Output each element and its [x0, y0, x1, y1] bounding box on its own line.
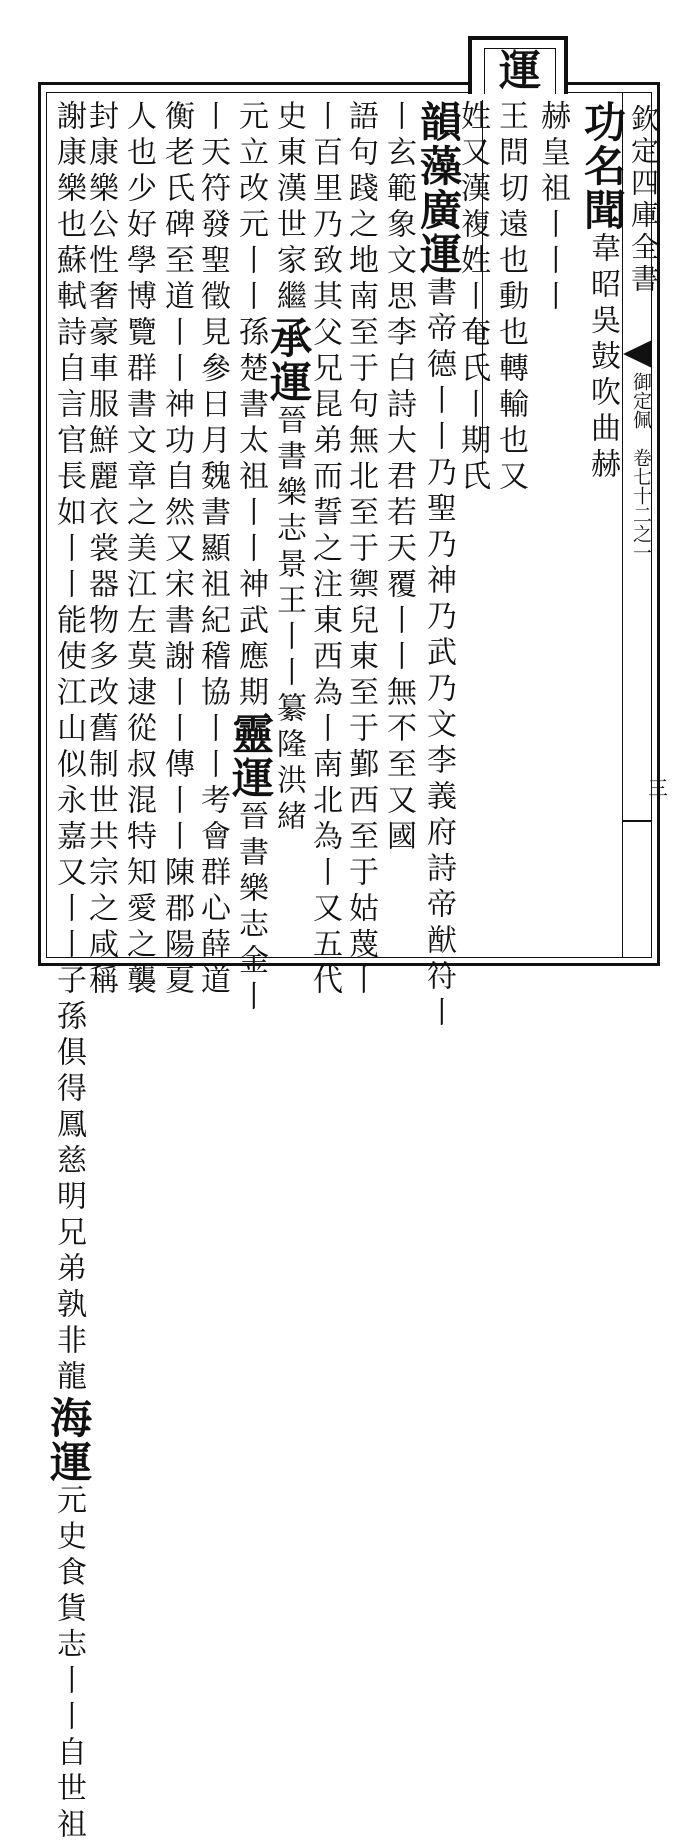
- gloss-text: 姓又漢複姓丨奄氏丨期氏: [455, 100, 490, 496]
- text-column: [114, 100, 156, 1000]
- gloss-text: 封康樂公性奢豪車服鮮麗衣裳器物多改舊制世共宗之咸稱: [83, 100, 118, 1000]
- book-title: 御定佩: [630, 372, 652, 429]
- volume-label: 卷七十二之一: [630, 448, 652, 562]
- headword: 廣運: [414, 188, 463, 276]
- gloss-text: 丨天符發聖徵見參日月魏書顯祖紀稽協丨丨考會群心薛道: [195, 100, 230, 1000]
- headword: 海運: [44, 1396, 93, 1484]
- headword: 承運: [264, 316, 313, 404]
- headword: 靈運: [226, 712, 275, 800]
- gloss-text: 王問切遠也動也轉輸也又: [493, 100, 528, 496]
- text-column: [226, 100, 275, 1016]
- gloss-text: 韋昭吳鼓吹曲赫: [585, 232, 620, 484]
- gloss-text: 晉書樂志金丨: [233, 800, 268, 1016]
- text-column: [340, 100, 378, 1000]
- gloss-text: 似永嘉又丨丨子孫俱得鳳慈明兄弟孰非龍: [51, 748, 86, 1396]
- text-column: [378, 100, 414, 950]
- text-column: [572, 100, 627, 950]
- gloss-text: 書帝德丨丨乃聖乃神乃武乃文李義府詩帝猷符丨: [421, 276, 456, 1032]
- text-column: [192, 100, 230, 1000]
- fishtail-mark: [623, 340, 652, 368]
- gloss-text: 元立改元丨丨: [233, 100, 268, 316]
- collection-title: 欽定四庫全書: [627, 104, 660, 296]
- gloss-text: 元史食貨志丨丨自世祖: [51, 1484, 86, 1844]
- text-column: [156, 100, 194, 1000]
- gloss-text: 史東漢世家繼: [271, 100, 306, 316]
- gloss-text: 孫楚書太祖丨丨神武應期: [233, 316, 268, 712]
- text-column: [490, 100, 526, 950]
- text-column: [414, 100, 463, 1032]
- gloss-text: 衡老氏碑至道丨丨神功自然又宋書謝丨丨傳丨丨陳郡陽夏: [159, 100, 194, 1000]
- gloss-text: 丨百里乃致其父兄昆弟而誓之注東西為丨南北為丨又五代: [307, 100, 342, 1000]
- fold-rule: [623, 820, 652, 822]
- text-column: [44, 100, 93, 1844]
- rhyme-heading: 運: [498, 46, 541, 95]
- text-column: [300, 100, 342, 1000]
- gloss-text: 人也少好學博覽群書文章之美江左莫逮從叔混特知愛之襲: [121, 100, 156, 1000]
- gloss-text: 丨玄範象文思李白詩大君若天覆丨丨無不至又國: [381, 100, 416, 856]
- text-column: [264, 100, 313, 950]
- page-number: 三: [648, 776, 668, 800]
- headword: 韻藻: [414, 100, 463, 188]
- gloss-text: 語句踐之地南至于句無北至于禦兒東至于鄞西至于姑蔑丨: [343, 100, 378, 1000]
- headword: 功名聞: [578, 100, 627, 232]
- gloss-text: 晉書樂志景王丨丨纂隆洪緒: [271, 404, 306, 836]
- gloss-text: 謝康樂也蘇軾詩自言官長如丨丨能使江山: [51, 100, 86, 748]
- gloss-text: 赫皇祖丨丨丨: [535, 100, 570, 316]
- text-column: [528, 100, 568, 950]
